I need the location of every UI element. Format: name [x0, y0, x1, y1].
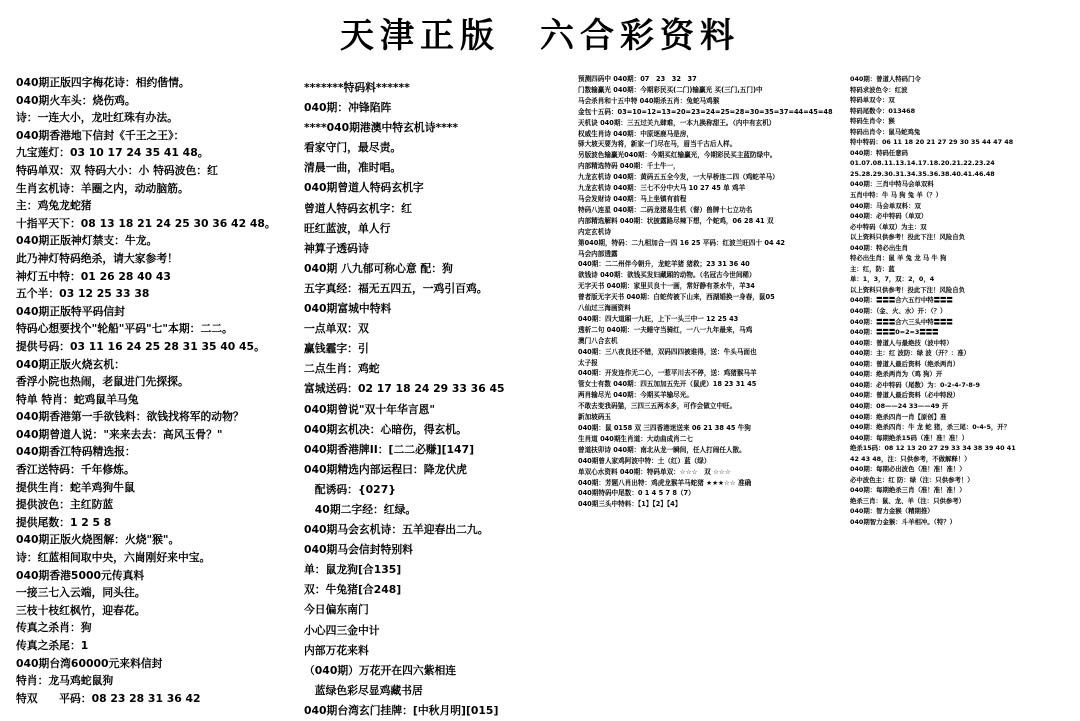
- text-line: 040期：主：红 波防：绿 波（开？：准）: [850, 349, 971, 358]
- text-line: 特码出肖令：鼠马蛇鸡兔: [850, 127, 921, 136]
- text-line: 一点单双：双: [304, 322, 369, 336]
- text-line: 神算子透码诗: [304, 241, 369, 255]
- text-line: 三枝十枝红枫竹，迎春花。: [16, 603, 146, 617]
- column-center-right: [578, 74, 846, 510]
- text-line: 传真之杀尾：1: [16, 639, 89, 652]
- text-line: 马会杀肖和十五中特 040期杀五肖：兔蛇马鸡猴: [578, 96, 720, 105]
- text-line: 特必出生肖：鼠 羊 兔 龙 马 牛 狗: [850, 254, 947, 263]
- text-line: 诗：红蓝相间取中央，六崗刚好来中宝。: [16, 551, 211, 565]
- text-line: 清晨一曲，准时唱。: [304, 161, 402, 175]
- text-line: 特肖：龙马鸡蛇鼠狗: [16, 674, 114, 688]
- text-line: 040期：绝杀四肖：牛 龙 蛇 猪，杀三尾：0-4-5，开？: [850, 423, 1011, 432]
- column-center-left: [304, 78, 554, 721]
- text-line: 看家守门，最尽责。: [304, 141, 402, 155]
- text-line: 040期：〓〓〓合六三头中特〓〓〓: [850, 317, 953, 326]
- text-line: 040期：（金、火、水）开：（？）: [850, 307, 947, 316]
- text-line: 040期玄机决：心暗伤，得玄机。: [304, 422, 467, 436]
- text-line: 040期：绝杀两肖为（鸡 狗）开: [850, 370, 943, 379]
- text-line: 040期：〓〓〓合六五行中特〓〓〓: [850, 296, 953, 305]
- text-line: ****040期港澳中特玄机诗****: [304, 121, 459, 135]
- text-line: 040期曾人家鸡阿波中特：土（红）蓝（绿）: [578, 456, 711, 465]
- text-line: 双：牛兔猪[合248]: [304, 583, 402, 597]
- text-line: 040期马会信封特别料: [304, 543, 413, 557]
- text-line: 欲钱诗 040期：欲钱买发妇藏厢的动物。（名冠古今世间稀）: [578, 271, 756, 280]
- text-line: 040期：曾道人最后资料（绝杀两肖）: [850, 359, 960, 368]
- text-line: 提供号码：03 11 16 24 25 28 31 35 40 45。: [16, 339, 265, 353]
- text-line: 040期：必中特码（单双）: [850, 212, 928, 221]
- text-line: 五字真经：福无五四五，一鸡引百鸡。: [304, 281, 488, 295]
- text-line: 040期正版四字梅花诗：相约偕情。: [16, 76, 190, 89]
- text-line: 以上资料只供参考！投此下注！风险自负: [850, 285, 966, 294]
- text-line: （040期）万花开在四六紫相连: [304, 663, 457, 677]
- text-line: 五肖中特：牛 马 狗 兔 羊（？）: [850, 191, 942, 200]
- text-line: 040期曾说"双十年华言恩": [304, 402, 435, 416]
- text-line: 提供生肖：蛇羊鸡狗牛鼠: [16, 480, 135, 494]
- text-line: 蓝绿色彩尽显鸡藏书居: [304, 683, 423, 697]
- text-line: 040期正版火烧图解：火烧"猴"。: [16, 533, 180, 547]
- text-line: 040期曾道人说："来来去去：高风玉骨？": [16, 427, 223, 441]
- text-line: 040期：三八夜良还不错，双码四四被谁得，送：牛头马面也: [578, 347, 757, 356]
- text-line: 040期：每期绝杀三肖（准！准！准！）: [850, 486, 966, 495]
- text-line: 040期：曾道人最后资料（必中特段）: [850, 391, 960, 400]
- text-line: 特码求波色令：红波: [850, 85, 908, 94]
- text-line: 内定玄机诗: [578, 227, 611, 236]
- text-line: 单：1，3，7，双：2，0，4: [850, 275, 935, 284]
- text-line: 040期三头中特料：【1】【2】【4】: [578, 500, 682, 509]
- text-line: 澳门八合玄机: [578, 336, 618, 345]
- text-line: 特码尾数令：013468: [850, 106, 916, 115]
- text-line: 以上资料只供参考！投此下注！风险自负: [850, 233, 966, 242]
- text-line: 040期台湾玄门挂牌：[中秋月明][015]: [304, 703, 499, 717]
- text-line: 特双 平码：08 23 28 31 36 42: [16, 691, 201, 705]
- text-line: 香浮小院也热闹，老鼠进门先探探。: [16, 375, 189, 389]
- text-line: 配诱码：{027}: [304, 482, 396, 496]
- text-line: 特码八连星 040期：二码龙猪易生机（督）兽牌十七立功名: [578, 205, 753, 214]
- text-line: 赢钱霾字：引: [304, 342, 369, 356]
- text-line: 另版波色输赢光040期：今期买红输赢光，今期彩民买主蓝防绿中。: [578, 151, 777, 160]
- text-line: 权威生肖诗 040期：中原逐鹿马是房，: [578, 129, 693, 138]
- text-line: 单双心水资料 040期：特码单双：☆☆☆ 双 ☆☆☆: [578, 467, 731, 476]
- text-line: 25.28.29.30.31.34.35.36.38.40.41.46.48: [850, 169, 995, 178]
- text-line: 无字天书 040期：家里贝良十一画，常好静有茶水牛，羊34: [578, 282, 755, 291]
- text-line: 040期香港地下信封《千王之王》：: [16, 128, 185, 142]
- text-line: 42 43 48，注：只供参考，不做解释！）: [850, 454, 971, 463]
- text-line: 传真之杀肖：狗: [16, 621, 92, 635]
- text-line: 马会内部透露: [578, 249, 618, 258]
- text-line: 主：红，防：蓝: [850, 264, 895, 273]
- text-line: 040期曾道人特码玄机字: [304, 181, 424, 195]
- text-line: 绝杀15码：08 12 13 20 27 29 33 34 38 39 40 41: [850, 444, 1016, 453]
- text-line: 内部精选特码 040期：千土牛一，: [578, 162, 680, 171]
- text-line: 特单 特肖：蛇鸡鼠羊马兔: [16, 392, 139, 406]
- text-line: 门数输赢光 040期：今期彩民买(二门)输赢光 买(三门,五门)中: [578, 85, 763, 94]
- text-line: 040期：开发连作无二心，一惹平川去不停，送：鸡猪猴马羊: [578, 369, 757, 378]
- text-line: 曾者版无字天书 040期：白蛇传被下山来，西湖婚换一身春，鼠05: [578, 293, 775, 302]
- text-line: 040期正版火烧玄机：: [16, 357, 125, 371]
- text-line: 040期香港5000元传真料: [16, 568, 145, 582]
- text-line: 040期火车头：烧伤鸡。: [16, 93, 136, 107]
- text-line: 040期：智力金猴（精期推）: [850, 507, 934, 516]
- text-line: 特码单双：双 特码大小：小 特码波色：红: [16, 163, 218, 177]
- text-line: 040期香港第一手欲钱料：欲钱找将军的动物？: [16, 410, 244, 424]
- text-line: 040期马会玄机诗：五羊迎春出二九。: [304, 523, 489, 537]
- text-line: 曾道人特码玄机字：红: [304, 201, 412, 215]
- text-line: 天机诀 040期：三五过关九肆难，一本九换称甜王。（内中有玄机）: [578, 118, 776, 127]
- text-line: 040期：特必出生肖: [850, 243, 909, 252]
- text-line: 040期：绝杀四肖一肖【原创】准: [850, 412, 947, 421]
- text-line: 必中波色主：红 防：绿（注：只供参考！）: [850, 475, 974, 484]
- text-line: 040期：08——24 33——49 开: [850, 401, 949, 410]
- text-line: 生肖道 040期生肖道：大动曲成肖二七: [578, 434, 693, 443]
- text-line: 主：鸡兔龙蛇猪: [16, 199, 92, 213]
- text-line: 二点生肖：鸡蛇: [304, 362, 380, 376]
- text-line: 曾道扶卯诗 040期：南北从龙一瞬间，任人打闹任人散。: [578, 445, 746, 454]
- text-line: 两肖输尽光 040期：今期买羊输尽光。: [578, 391, 693, 400]
- text-line: 新加坡码玉: [578, 413, 611, 422]
- text-line: 040期富城中特料: [304, 302, 392, 316]
- text-line: 旺红蓝波，单人行: [304, 221, 391, 235]
- text-line: 040期：曾道人特码门令: [850, 75, 921, 83]
- text-line: 040期智力金猴：斗羊相冲。（特？）: [850, 517, 956, 526]
- text-line: 预测四码中 040期：07 23 32 37: [578, 75, 697, 83]
- text-line: 01.07.08.11.13.14.17.18.20.21.22.23.24: [850, 159, 995, 168]
- text-line: 香江送特码：千年修炼。: [16, 463, 135, 477]
- text-line: 太子报: [578, 358, 598, 367]
- text-line: 040期正版神灯禁支：牛龙。: [16, 234, 158, 248]
- text-line: 神灯五中特：01 26 28 40 43: [16, 269, 171, 283]
- text-line: 第040期，特码：二九相加合一四 16 25 平码：红波兰旺四十 04 42: [578, 238, 786, 247]
- text-line: 十指平天下：08 13 18 21 24 25 30 36 42 48。: [16, 216, 276, 230]
- text-line: 单：鼠龙狗[合135]: [304, 563, 402, 577]
- column-left: [16, 74, 286, 707]
- text-line: 040期：冲锋陷阵: [304, 101, 392, 115]
- text-line: 此乃神灯特码绝杀，请大家参考！: [16, 251, 178, 265]
- text-line: 五个半：03 12 25 33 38: [16, 287, 150, 301]
- text-line: 040期：鼠 0158 双 三四香港迷送来 06 21 38 45 牛狗: [578, 424, 751, 432]
- text-line: 040期：每期绝杀15码（准！准！准！）: [850, 433, 969, 442]
- text-line: 特码单双令：双: [850, 96, 895, 105]
- text-line: 马会发财诗 040期：马上坐镇有前程: [578, 194, 687, 203]
- text-line: 040期正版特平码信封: [16, 304, 125, 318]
- text-line: 透析二句 040期：一夫睡守当骑红，一八一九年最来，马鸡: [578, 325, 753, 334]
- text-line: 内部精选解料 040期：状披露路尽辣下想，个蛇鸡，06 28 41 双: [578, 216, 774, 225]
- text-line: 内部万花来料: [304, 643, 369, 657]
- text-line: 九宝莲灯：03 10 17 24 35 41 48。: [16, 146, 209, 160]
- text-line: 040期：芳题八肖出特：鸡虎龙猴羊马蛇猪 ★★★☆☆ 准确: [578, 478, 752, 487]
- text-line: 040期：〓〓〓0=2=3〓〓〓: [850, 328, 939, 337]
- text-line: 九龙玄机诗 040期：三七不分中大马 10 27 45 单 鸡羊: [578, 184, 746, 193]
- text-line: 040期香港牌II：[二二必赚][147]: [304, 442, 475, 456]
- text-line: 040期：马会单双料：双: [850, 201, 921, 210]
- text-line: 040期：四大道厢一九旺，上下一头三中一 12 25 43: [578, 314, 739, 323]
- text-line: 提供波色：主红防蓝: [16, 498, 114, 512]
- text-line: 小心四三金中计: [304, 623, 380, 637]
- text-line: 绝杀三肖：鼠、龙、羊（注：只供参考）: [850, 496, 966, 505]
- text-line: 驿大坡天要为将，新家一门尽在马，眉当千古后人样。: [578, 140, 737, 149]
- text-line: *******特码料******: [304, 81, 410, 94]
- text-line: 管女士有数 040期：四五加加五先开（鼠虎）18 23 31 45: [578, 380, 757, 389]
- text-line: 八仙过三海画资料: [578, 304, 631, 313]
- text-line: 040期：每期必出波色（准！准！准！）: [850, 465, 966, 474]
- text-line: 040期：二二州伴今朝升，龙蛇羊猪 猪救；23 31 36 40: [578, 260, 750, 269]
- text-line: 040期香江特码精选报：: [16, 445, 136, 459]
- text-line: 金包十五码：03=10=12=13=20=23=24=25=28=30=35=37=44=45=48: [578, 107, 833, 116]
- text-line: 必中特码（单双）为主：双: [850, 222, 927, 231]
- page-title: 天津正版 六合彩资料: [340, 16, 740, 56]
- text-line: 诗：一连大小，龙吐红珠有办法。: [16, 111, 178, 125]
- column-right: [850, 74, 1076, 528]
- text-line: 040期：曾道人与最绝技（波中特）: [850, 338, 953, 347]
- text-line: 040期：特码任意码: [850, 148, 909, 157]
- text-line: 040期台湾60000元来料信封: [16, 656, 163, 670]
- text-line: 40期二字经：红绿。: [304, 502, 417, 516]
- text-line: 富城送码：02 17 18 24 29 33 36 45: [304, 382, 505, 396]
- text-line: 特码生肖令：猴: [850, 117, 895, 126]
- text-line: 特码心想要找个"轮船"平码"七"本期：二二。: [16, 322, 233, 336]
- text-line: 040期特码中尾数：0 1 4 5 7 8（7）: [578, 489, 695, 498]
- text-line: 040期精选内部运程曰：降龙伏虎: [304, 462, 467, 476]
- text-line: 特中特码：06 11 18 20 21 27 29 30 35 44 47 48: [850, 138, 1014, 147]
- text-line: 不敢去变我码猫，三四三五两本多，可作会做立中旺。: [578, 402, 737, 411]
- text-line: 今日偏东南门: [304, 603, 369, 617]
- text-line: 生肖玄机诗：羊圈之内，动动脑筋。: [16, 181, 189, 195]
- text-line: 040期：必中特码（尾数）为：0-2-4-7-8-9: [850, 380, 980, 389]
- text-line: 040期：三肖中特马会单双料: [850, 180, 934, 189]
- text-line: 提供尾数：1 2 5 8: [16, 515, 112, 529]
- text-line: 一接三七入云端，同头往。: [16, 586, 146, 600]
- text-line: 040期 八九郁可称心意 配：狗: [304, 261, 453, 275]
- text-line: 九龙玄机诗 040期：黄码五五全今发，一大早桥连二四（鸡蛇羊马）: [578, 173, 779, 182]
